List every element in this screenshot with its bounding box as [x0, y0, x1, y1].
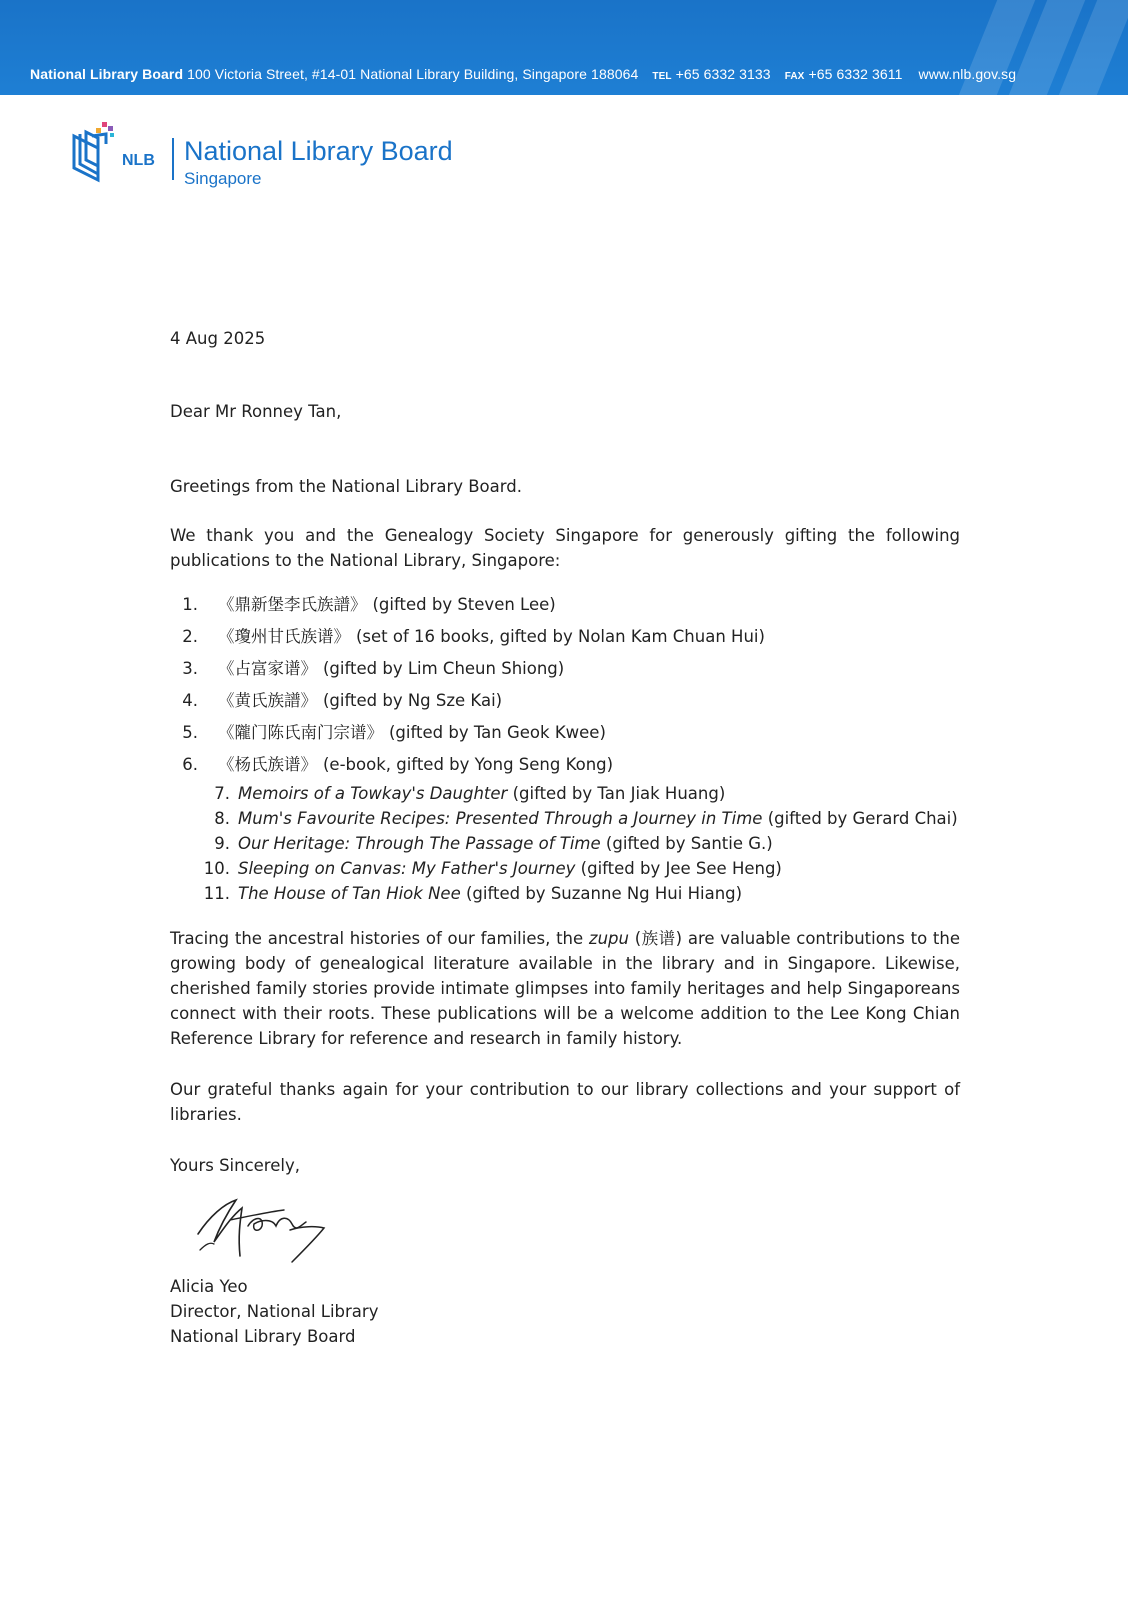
term-zupu: zupu	[588, 929, 629, 948]
greeting: Greetings from the National Library Board.	[170, 477, 522, 496]
item-title: 《黄氏族譜》	[218, 691, 317, 710]
letterhead-org-name: National Library Board	[30, 66, 184, 82]
item-number: 2.	[182, 627, 198, 646]
letterhead-contact-line	[30, 66, 1088, 82]
item-number: 10.	[203, 859, 230, 878]
intro-paragraph: We thank you and the Genealogy Society Singapore for generously gifting the following publications to the National Library, Singapore:	[170, 526, 960, 570]
salutation: Dear Mr Ronney Tan,	[170, 402, 342, 421]
item-title: 《瓊州甘氏族谱》	[218, 627, 350, 646]
list-item	[170, 653, 960, 685]
item-title: Our Heritage: Through The Passage of Time	[238, 834, 601, 853]
letter-date: 4 Aug 2025	[170, 329, 266, 348]
item-number: 1.	[182, 595, 198, 614]
list-item	[170, 749, 960, 781]
item-title: The House of Tan Hiok Nee	[238, 884, 461, 903]
item-note: (gifted by Suzanne Ng Hui Hiang)	[465, 884, 743, 903]
item-title: Memoirs of a Towkay's Daughter	[238, 784, 508, 803]
thanks-paragraph: Our grateful thanks again for your contribution to our library collections and your support of libraries.	[170, 1080, 960, 1124]
item-number: 3.	[182, 659, 198, 678]
item-note: (gifted by Santie G.)	[605, 834, 773, 853]
item-note: (gifted by Ng Sze Kai)	[323, 691, 503, 710]
item-note: (gifted by Lim Cheun Shiong)	[323, 659, 565, 678]
item-title: Sleeping on Canvas: My Father's Journey	[238, 859, 576, 878]
list-item	[170, 781, 960, 806]
contribution-paragraph	[170, 926, 960, 1051]
item-note: (gifted by Tan Geok Kwee)	[389, 723, 606, 742]
item-number: 11.	[203, 884, 230, 903]
letterhead-address: 100 Victoria Street, #14-01 National Library Building, Singapore 188064	[187, 66, 639, 82]
logo-divider	[172, 138, 174, 180]
signer-block	[170, 1274, 960, 1349]
fax-label: FAX	[784, 71, 805, 82]
item-number: 5.	[182, 723, 198, 742]
list-item	[170, 881, 960, 906]
signature-image	[180, 1186, 350, 1268]
item-title: 《占富家谱》	[218, 659, 317, 678]
item-note: (gifted by Gerard Chai)	[767, 809, 958, 828]
letter-body	[170, 326, 960, 1349]
fax-number: +65 6332 3611	[808, 66, 903, 82]
list-item	[170, 685, 960, 717]
tel-number: +65 6332 3133	[675, 66, 771, 82]
paragraph-text: Tracing the ancestral histories of our families, the	[170, 929, 589, 948]
logo-subtitle: Singapore	[184, 169, 262, 188]
item-note: (e-book, gifted by Yong Seng Kong)	[323, 755, 614, 774]
item-number: 8.	[214, 809, 230, 828]
item-note: (set of 16 books, gifted by Nolan Kam Chuan Hui)	[356, 627, 765, 646]
paragraph-text: (族谱) are valuable contributions to the growing body of genealogical literature available in the library and in Singapore. Likewise, cherished family stories provide intimate glimpses into family heritages and help Singaporeans connect with their roots. These publications will be a welcome addition to the Lee Kong Chian Reference Library for reference and research in family history.	[170, 929, 960, 1048]
item-number: 7.	[214, 784, 230, 803]
item-note: (gifted by Jee See Heng)	[580, 859, 782, 878]
item-title: 《鼎新堡李氏族譜》	[218, 595, 367, 614]
item-title: 《杨氏族谱》	[218, 755, 317, 774]
book-icon	[72, 122, 122, 184]
item-note: (gifted by Tan Jiak Huang)	[512, 784, 726, 803]
website-link[interactable]: www.nlb.gov.sg	[918, 66, 1017, 82]
letterhead-banner	[0, 0, 1128, 95]
list-item	[170, 831, 960, 856]
closing: Yours Sincerely,	[170, 1156, 300, 1175]
tel-label: TEL	[652, 71, 672, 82]
list-item	[170, 856, 960, 881]
signer-title: Director, National Library	[170, 1302, 379, 1321]
logo-title: National Library Board	[184, 136, 453, 166]
logo-abbreviation: NLB	[122, 152, 155, 169]
signer-name: Alicia Yeo	[170, 1277, 248, 1296]
signature	[180, 1186, 350, 1268]
item-number: 6.	[182, 755, 198, 774]
list-item	[170, 621, 960, 653]
item-number: 4.	[182, 691, 198, 710]
item-note: (gifted by Steven Lee)	[372, 595, 556, 614]
publication-list	[170, 589, 960, 906]
list-item	[170, 806, 960, 831]
list-item	[170, 589, 960, 621]
list-item	[170, 717, 960, 749]
signer-org: National Library Board	[170, 1327, 356, 1346]
item-title: 《隴门陈氏南门宗谱》	[218, 723, 383, 742]
item-title: Mum's Favourite Recipes: Presented Through a Journey in Time	[238, 809, 763, 828]
item-number: 9.	[214, 834, 230, 853]
